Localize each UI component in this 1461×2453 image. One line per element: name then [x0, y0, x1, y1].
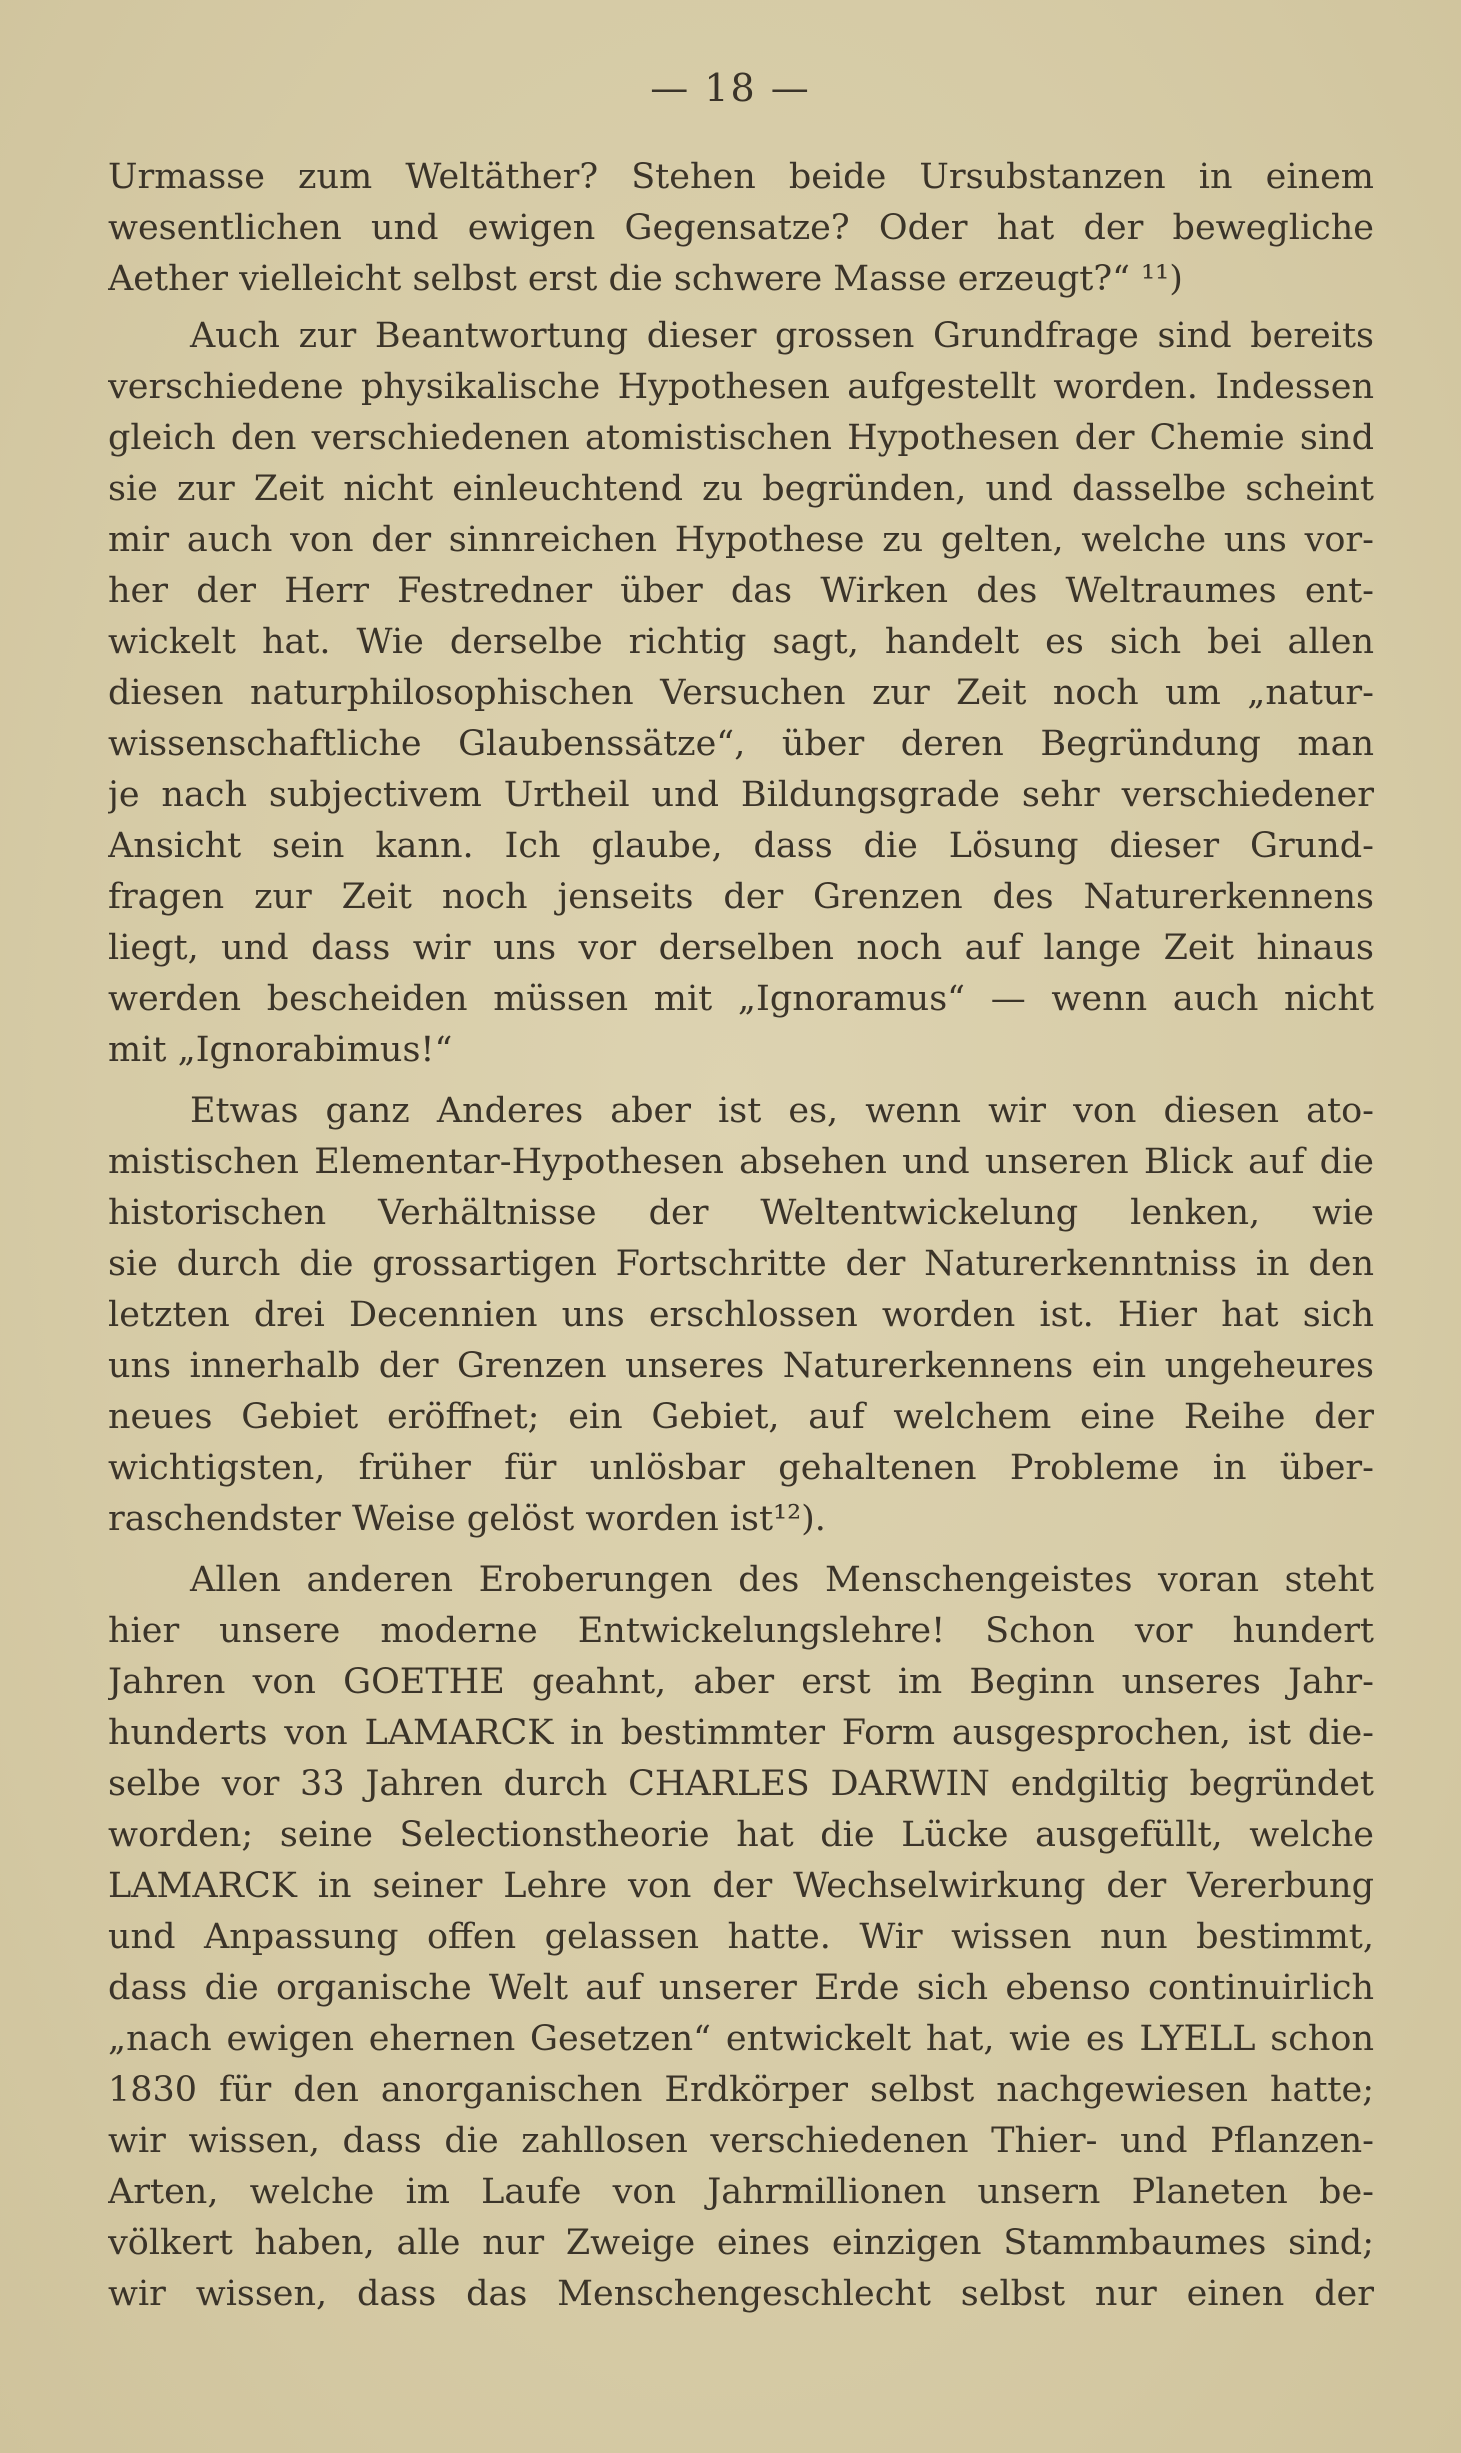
text-line: her der Herr Festredner über das Wirken des Weltraumes ent- — [108, 571, 1374, 611]
text-line: mir auch von der sinnreichen Hypothese zu gelten, welche uns vor- — [108, 520, 1374, 560]
paragraph-4 — [108, 1555, 1374, 2320]
text-line: hunderts von LAMARCK in bestimmter Form ausgesprochen, ist die- — [108, 1713, 1374, 1753]
text-line: neues Gebiet eröffnet; ein Gebiet, auf welchem eine Reihe der — [108, 1397, 1374, 1437]
text-line: Auch zur Beantwortung dieser grossen Grundfrage sind bereits — [190, 316, 1374, 356]
text-line: „nach ewigen ehernen Gesetzen“ entwickelt hat, wie es LYELL schon — [108, 2019, 1374, 2059]
text-line: völkert haben, alle nur Zweige eines einzigen Stammbaumes sind; — [108, 2223, 1374, 2263]
text-line: dass die organische Welt auf unserer Erde sich ebenso continuirlich — [108, 1968, 1374, 2008]
text-line: raschendster Weise gelöst worden ist¹²). — [108, 1499, 826, 1539]
page-number: — 18 — — [650, 66, 811, 110]
text-line: hier unsere moderne Entwickelungslehre! Schon vor hundert — [108, 1611, 1374, 1651]
text-line: mistischen Elementar-Hypothesen absehen und unseren Blick auf die — [108, 1142, 1374, 1182]
text-line: sie durch die grossartigen Fortschritte der Naturerkenntniss in den — [108, 1244, 1374, 1284]
text-line: Etwas ganz Anderes aber ist es, wenn wir von diesen ato- — [190, 1091, 1374, 1131]
text-line: Aether vielleicht selbst erst die schwere Masse erzeugt?“ ¹¹) — [108, 259, 1183, 299]
text-line: sie zur Zeit nicht einleuchtend zu begründen, und dasselbe scheint — [108, 469, 1374, 509]
text-line: worden; seine Selectionstheorie hat die Lücke ausgefüllt, welche — [108, 1815, 1374, 1855]
text-line: werden bescheiden müssen mit „Ignoramus“ — wenn auch nicht — [108, 979, 1374, 1019]
text-line: Arten, welche im Laufe von Jahrmillionen unsern Planeten be- — [108, 2172, 1374, 2212]
text-line: je nach subjectivem Urtheil und Bildungsgrade sehr verschiedener — [108, 775, 1374, 815]
paragraph-3 — [108, 1086, 1374, 1545]
text-line: wesentlichen und ewigen Gegensatze? Oder hat der bewegliche — [108, 208, 1374, 248]
paragraph-1 — [108, 152, 1374, 305]
text-line: letzten drei Decennien uns erschlossen worden ist. Hier hat sich — [108, 1295, 1374, 1335]
text-line: mit „Ignorabimus!“ — [108, 1030, 453, 1070]
text-line: wissenschaftliche Glaubenssätze“, über deren Begründung man — [108, 724, 1374, 764]
text-line: verschiedene physikalische Hypothesen aufgestellt worden. Indessen — [108, 367, 1374, 407]
text-line: liegt, und dass wir uns vor derselben noch auf lange Zeit hinaus — [108, 928, 1374, 968]
text-line: Allen anderen Eroberungen des Menschengeistes voran steht — [190, 1560, 1374, 1600]
text-line: Jahren von GOETHE geahnt, aber erst im Beginn unseres Jahr- — [108, 1662, 1374, 1702]
text-line: diesen naturphilosophischen Versuchen zur Zeit noch um „natur- — [108, 673, 1374, 713]
text-line: wir wissen, dass das Menschengeschlecht selbst nur einen der — [108, 2274, 1374, 2314]
text-line: Urmasse zum Weltäther? Stehen beide Ursubstanzen in einem — [108, 157, 1374, 197]
text-line: wickelt hat. Wie derselbe richtig sagt, handelt es sich bei allen — [108, 622, 1374, 662]
text-line: gleich den verschiedenen atomistischen Hypothesen der Chemie sind — [108, 418, 1374, 458]
text-line: fragen zur Zeit noch jenseits der Grenzen des Naturerkennens — [108, 877, 1374, 917]
paragraph-2 — [108, 311, 1374, 1076]
body-text — [108, 152, 1374, 2320]
text-line: und Anpassung offen gelassen hatte. Wir wissen nun bestimmt, — [108, 1917, 1374, 1957]
text-line: uns innerhalb der Grenzen unseres Naturerkennens ein ungeheures — [108, 1346, 1374, 1386]
text-line: 1830 für den anorganischen Erdkörper selbst nachgewiesen hatte; — [108, 2070, 1374, 2110]
text-line: selbe vor 33 Jahren durch CHARLES DARWIN endgiltig begründet — [108, 1764, 1374, 1804]
text-line: wir wissen, dass die zahllosen verschiedenen Thier- und Pflanzen- — [108, 2121, 1374, 2161]
text-line: Ansicht sein kann. Ich glaube, dass die Lösung dieser Grund- — [108, 826, 1374, 866]
text-line: historischen Verhältnisse der Weltentwickelung lenken, wie — [108, 1193, 1374, 1233]
text-line: wichtigsten, früher für unlösbar gehaltenen Probleme in über- — [108, 1448, 1374, 1488]
text-line: LAMARCK in seiner Lehre von der Wechselwirkung der Vererbung — [108, 1866, 1374, 1906]
